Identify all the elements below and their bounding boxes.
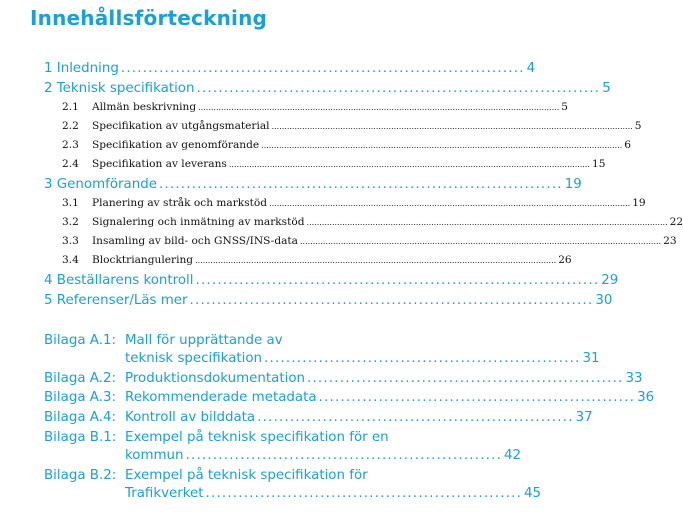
dot-leader: ..........................................................: [264, 351, 581, 366]
toc-entry-number: 3.3: [62, 235, 79, 247]
toc-entry-label: Blocktriangulering: [92, 254, 194, 266]
appendix-page: 33: [625, 371, 643, 386]
appendix-title-line1: Rekommenderade metadata: [125, 390, 317, 405]
dot-leader: ..........................................................: [257, 410, 574, 425]
toc-entry-page: 19: [564, 177, 582, 192]
toc-entry-number: 2.2: [62, 120, 79, 132]
toc-entry-number: 3.2: [62, 216, 79, 228]
appendix-title-line1: Exempel på teknisk specifikation för: [125, 468, 368, 483]
toc-entry-number: 2.4: [62, 158, 79, 170]
dot-leader: ..........................................................: [318, 390, 636, 405]
toc-entry-teknisk-specifikation[interactable]: [44, 81, 611, 99]
toc-entry-page: 5: [561, 101, 568, 113]
toc-entry-referenser[interactable]: [44, 293, 613, 311]
toc-entry-page: 15: [591, 158, 606, 170]
appendix-title-line1: Produktionsdokumentation: [125, 371, 306, 386]
toc-entry-label: Allmän beskrivning: [92, 101, 197, 113]
toc-entry-number: 2.3: [62, 139, 79, 151]
appendix-title-line1: Kontroll av bilddata: [125, 410, 256, 425]
toc-entry-2-3[interactable]: [62, 139, 632, 155]
appendix-page: 37: [575, 410, 593, 425]
toc-entry-page: 5: [634, 120, 642, 132]
appendix-title-line2: Trafikverket: [125, 486, 204, 501]
toc-entry-label: 3 Genomförande: [44, 177, 157, 192]
dot-leader: ..............................................................................................................................................: [261, 141, 623, 150]
dot-leader: ..............................................................................................................................................: [269, 199, 631, 208]
toc-entry-page: 23: [663, 235, 677, 247]
appendix-page: 45: [524, 486, 542, 501]
toc-entry-2-4[interactable]: [62, 158, 606, 174]
appendix-page: 42: [504, 448, 522, 463]
toc-entry-2-2[interactable]: [62, 120, 642, 136]
dot-leader: ..........................................................: [307, 371, 624, 386]
toc-entry-page: 26: [558, 254, 572, 266]
appendix-title-line2: kommun: [125, 448, 184, 463]
dot-leader: ..........................................................: [185, 448, 503, 463]
toc-entry-number: 3.4: [62, 254, 79, 266]
toc-entry-label: Planering av stråk och markstöd: [92, 197, 268, 209]
toc-entry-page: 29: [601, 273, 619, 288]
appendix-prefix: Bilaga A.4:: [44, 410, 117, 425]
dot-leader: ..............................................................................................................................................: [228, 160, 590, 169]
toc-entry-page: 19: [632, 197, 646, 209]
appendix-page: 31: [582, 351, 600, 366]
toc-entry-3-4[interactable]: [62, 254, 572, 270]
toc-entry-3-1[interactable]: [62, 197, 646, 213]
dot-leader: ..............................................................................................................................................: [271, 122, 633, 131]
toc-entry-number: 2.1: [62, 101, 79, 113]
dot-leader: ..........................................................................: [195, 273, 600, 288]
toc-entry-number: 3.1: [62, 197, 79, 209]
toc-entry-label: Signalering och inmätning av markstöd: [92, 216, 305, 228]
toc-entry-page: 4: [526, 61, 536, 76]
appendix-prefix: Bilaga B.1:: [44, 430, 117, 445]
toc-entry-label: Specifikation av utgångsmaterial: [92, 120, 270, 132]
toc-entry-label: 2 Teknisk specifikation: [44, 81, 195, 96]
toc-entry-bestallarens-kontroll[interactable]: [44, 273, 619, 291]
toc-entry-genomforande[interactable]: [44, 177, 582, 195]
toc-entry-inledning[interactable]: [44, 61, 536, 79]
appendix-prefix: Bilaga A.1:: [44, 333, 117, 348]
dot-leader: ..............................................................................................................................................: [195, 256, 557, 265]
toc-entry-page: 6: [624, 139, 632, 151]
appendix-title-line1: Exempel på teknisk specifikation för en: [125, 430, 389, 445]
dot-leader: ..........................................................................: [120, 61, 525, 76]
toc-entry-label: 1 Inledning: [44, 61, 119, 76]
toc-entry-label: Insamling av bild- och GNSS/INS-data: [92, 235, 298, 247]
toc-entry-label: Specifikation av genomförande: [92, 139, 260, 151]
dot-leader: ..........................................................................: [196, 81, 601, 96]
toc-entry-3-3[interactable]: [62, 235, 677, 251]
toc-entry-page: 30: [595, 293, 613, 308]
appendix-page: 36: [637, 390, 655, 405]
toc-title: Innehållsförteckning: [30, 6, 268, 30]
dot-leader: ..........................................................................: [189, 293, 594, 308]
toc-entry-2-1[interactable]: [62, 101, 568, 117]
dot-leader: ..............................................................................................................................................: [198, 103, 560, 112]
appendix-title-line1: Mall för upprättande av: [125, 333, 283, 348]
dot-leader: ..........................................................: [205, 486, 523, 501]
dot-leader: ..............................................................................................................................................: [306, 218, 668, 227]
appendix-prefix: Bilaga A.3:: [44, 390, 117, 405]
toc-entry-label: 4 Beställarens kontroll: [44, 273, 194, 288]
toc-entry-label: 5 Referenser/Läs mer: [44, 293, 188, 308]
appendix-title-line2: teknisk specifikation: [125, 351, 263, 366]
toc-entry-page: 5: [602, 81, 611, 96]
toc-entry-page: 22: [669, 216, 683, 228]
toc-entry-label: Specifikation av leverans: [92, 158, 227, 170]
dot-leader: ..............................................................................................................................................: [300, 237, 662, 246]
appendix-prefix: Bilaga A.2:: [44, 371, 117, 386]
toc-entry-3-2[interactable]: [62, 216, 683, 232]
dot-leader: ..........................................................................: [158, 177, 563, 192]
appendix-prefix: Bilaga B.2:: [44, 468, 117, 483]
